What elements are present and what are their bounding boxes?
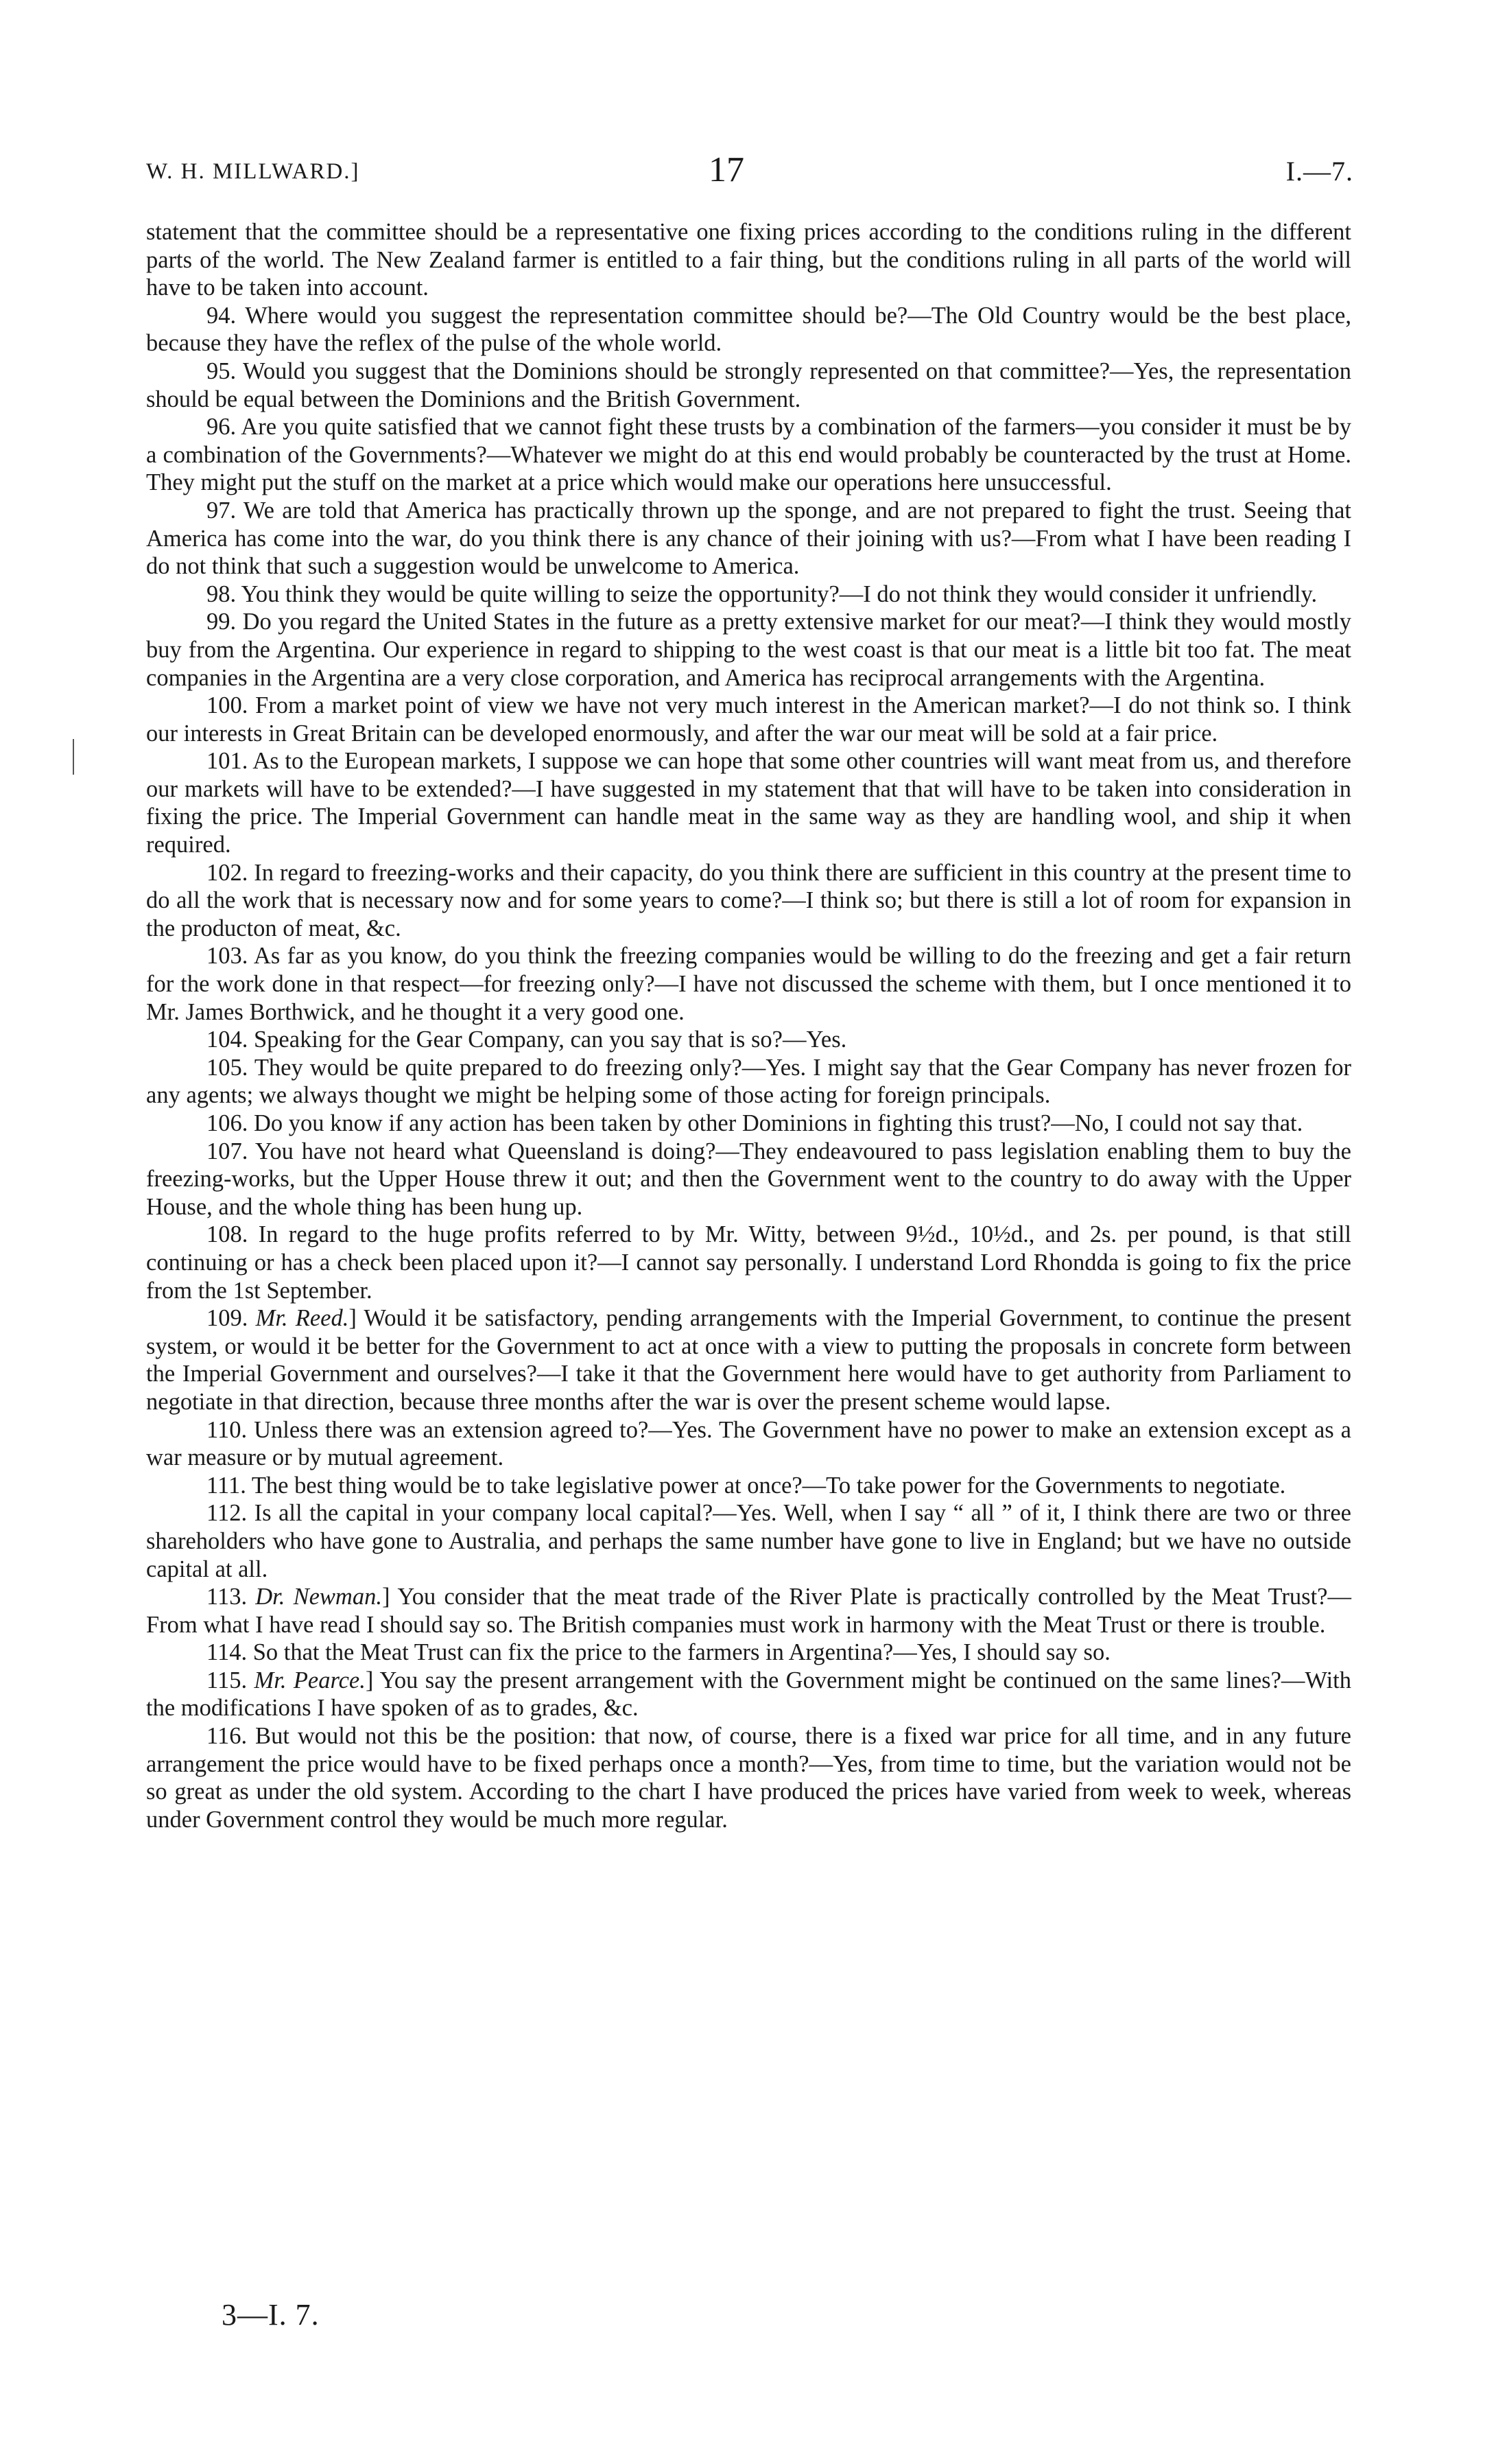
margin-mark xyxy=(73,739,74,775)
paper-reference: I.—7. xyxy=(1285,156,1353,187)
paragraph-97: 97. We are told that America has practically thrown up the sponge, and are not prepared to fight the trust. Seeing that America has come into the war, do you think there is any chance of their joining with us?—From what I have been reading I do not think that such a suggestion would be unwelcome to America. xyxy=(146,497,1351,580)
paragraph-115: 115. Mr. Pearce.] You say the present arrangement with the Government might be continued on the same lines?—With the modifications I have spoken of as to grades, &c. xyxy=(146,1667,1351,1722)
paragraph-104: 104. Speaking for the Gear Company, can you say that is so?—Yes. xyxy=(206,1026,847,1053)
paragraph-111: 111. The best thing would be to take legislative power at once?—To take power for the Governments to negotiate. xyxy=(206,1472,1286,1499)
paragraph-106: 106. Do you know if any action has been taken by other Dominions in fighting this trust?—No, I could not say that. xyxy=(206,1110,1303,1136)
page-number: 17 xyxy=(709,150,744,189)
paragraph-116: 116. But would not this be the position: that now, of course, there is a fixed war price for all time, and in any future arrangement the price would have to be fixed perhaps once a month?—Yes, from time to time, but the variation would not be so great as under the old system. According to the chart I have produced the prices have varied from week to week, whereas under Government control they would be much more regular. xyxy=(146,1723,1351,1833)
paragraph-107: 107. You have not heard what Queensland is doing?—They endeavoured to pass legislation enabling them to buy the freezing-works, but the Upper House threw it out; and then the Government went to the country to do away with the Upper House, and the whole thing has been hung up. xyxy=(146,1138,1351,1220)
paragraph-102: 102. In regard to freezing-works and their capacity, do you think there are sufficient in this country at the present time to do all the work that is necessary now and for some years to come?—I think so; but there is still a lot of room for expansion in the producton of meat, &c. xyxy=(146,859,1351,941)
paragraph-114: 114. So that the Meat Trust can fix the price to the farmers in Argentina?—Yes, I should say so. xyxy=(206,1639,1111,1666)
paragraph-110: 110. Unless there was an extension agreed to?—Yes. The Government have no power to make an extension except as a war measure or by mutual agreement. xyxy=(146,1416,1351,1471)
speaker-name: Mr. Reed. xyxy=(255,1305,349,1332)
paragraph-96: 96. Are you quite satisfied that we cannot fight these trusts by a combination of the farmers—you consider it must be by a combination of the Governments?—Whatever we might do at this end would probably be counteracted by the trust at Home. They might put the stuff on the market at a price which would make our operations here unsuccessful. xyxy=(146,414,1351,496)
paragraph-112: 112. Is all the capital in your company local capital?—Yes. Well, when I say “ all ” of it, I think there are two or three shareholders who have gone to Australia, and perhaps the same number have gone to live in England; but we have no outside capital at all. xyxy=(146,1500,1351,1582)
paragraph-100: 100. From a market point of view we have not very much interest in the American market?—I do not think so. I think our interests in Great Britain can be developed enormously, and after the war our meat will be sold at a fair price. xyxy=(146,692,1351,747)
paragraph-105: 105. They would be quite prepared to do freezing only?—Yes. I might say that the Gear Company has never frozen for any agents; we always thought we might be helping some of those acting for foreign principals. xyxy=(146,1054,1351,1109)
witness-name: W. H. MILLWARD.] xyxy=(146,159,360,184)
body-text xyxy=(146,218,1351,1833)
paragraph-103: 103. As far as you know, do you think the freezing companies would be willing to do the freezing and get a fair return for the work done in that respect—for freezing only?—I have not discussed the scheme with them, but I once mentioned it to Mr. James Borthwick, and he thought it a very good one. xyxy=(146,943,1351,1025)
paragraph-109: 109. Mr. Reed.] Would it be satisfactory, pending arrangements with the Imperial Government, to continue the present system, or would it be better for the Government to act at once with a view to putting the proposals in concrete form between the Imperial Government and ourselves?—I take it that the Government here would have to get authority from Parliament to negotiate in that direction, because three months after the war is over the present scheme would lapse. xyxy=(146,1305,1352,1415)
page-header xyxy=(146,150,1353,198)
speaker-name: Mr. Pearce. xyxy=(254,1667,366,1693)
paragraph-108: 108. In regard to the huge profits referred to by Mr. Witty, between 9½d., 10½d., and 2s. per pound, is that still continuing or has a check been placed upon it?—I cannot say personally. I understand Lord Rhondda is going to fix the price from the 1st September. xyxy=(146,1221,1351,1304)
paragraph-99: 99. Do you regard the United States in the future as a pretty extensive market for our meat?—I think they would mostly buy from the Argentina. Our experience in regard to shipping to the west coast is that our meat is a little bit too fat. The meat companies in the Argentina are a very close corporation, and America has reciprocal arrangements with the Argentina. xyxy=(146,609,1351,691)
paragraph-continuation: statement that the committee should be a representative one fixing prices according to the conditions ruling in the different parts of the world. The New Zealand farmer is entitled to a fair thing, but the conditions ruling in all parts of the world will have to be taken into account. xyxy=(146,219,1351,301)
paragraph-101: 101. As to the European markets, I suppose we can hope that some other countries will want meat from us, and therefore our markets will have to be extended?—I have suggested in my statement that that will have to be taken into consideration in fixing the price. The Imperial Government can handle meat in the same way as they are handling wool, and ship it when required. xyxy=(146,748,1351,858)
paragraph-98: 98. You think they would be quite willing to seize the opportunity?—I do not think they would consider it unfriendly. xyxy=(206,580,1318,607)
paragraph-113: 113. Dr. Newman.] You consider that the meat trade of the River Plate is practically controlled by the Meat Trust?—From what I have read I should say so. The British companies must work in harmony with the Meat Trust or there is trouble. xyxy=(146,1584,1351,1638)
paragraph-95: 95. Would you suggest that the Dominions should be strongly represented on that committee?—Yes, the representation should be equal between the Dominions and the British Government. xyxy=(146,357,1351,412)
printer-signature: 3—I. 7. xyxy=(222,2298,320,2332)
paragraph-94: 94. Where would you suggest the representation committee should be?—The Old Country would be the best place, because they have the reflex of the pulse of the whole world. xyxy=(146,302,1351,357)
speaker-name: Dr. Newman. xyxy=(255,1584,382,1610)
